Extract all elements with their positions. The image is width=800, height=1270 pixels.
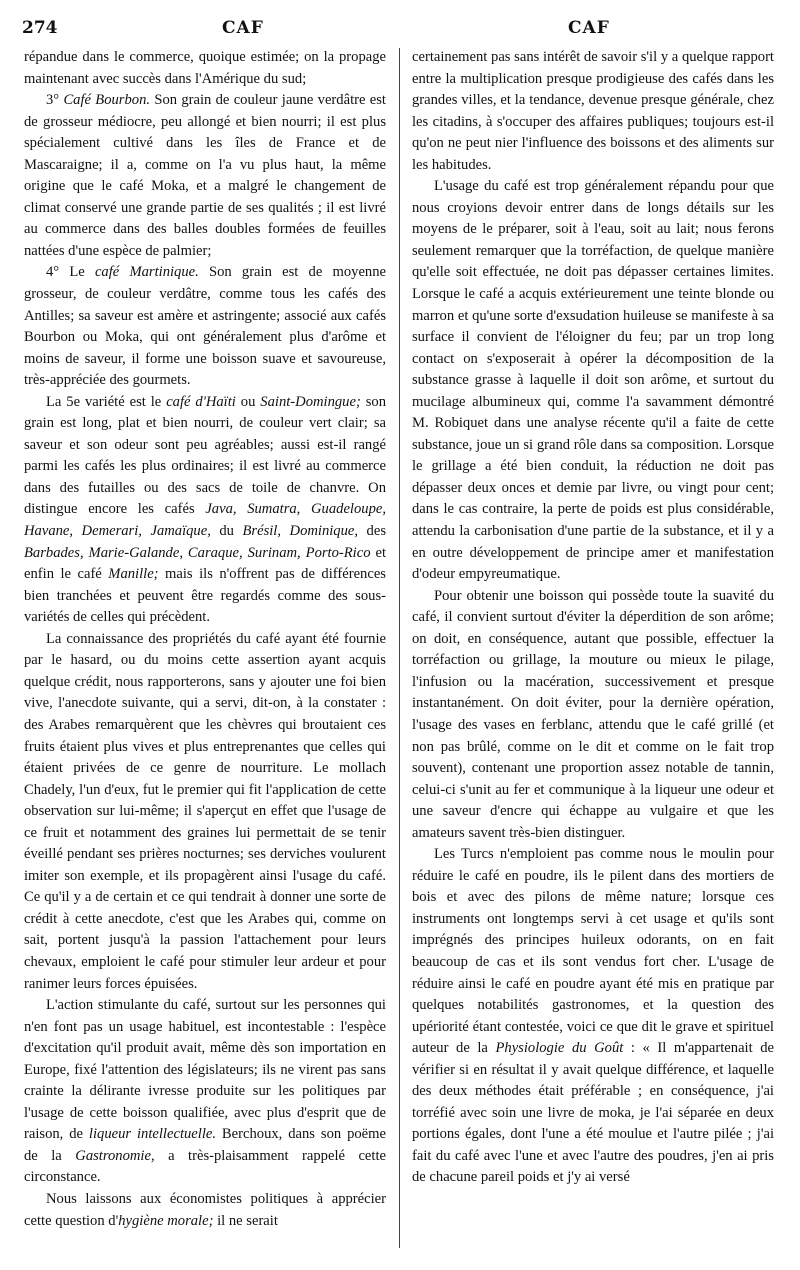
text-run: a très-plaisamment rappelé cette circonstance. [24,1147,386,1186]
column-divider [399,48,400,1248]
page-number: 274 [22,18,58,38]
text-run: : « Il m'appartenait de vérifier si en résultat il y avait quelque différence, et laquelle des deux méthodes était préférable ; en conséquence, j'ai torréfié avec soin une livre de moka, je l'ai séparée en deux portions égales, dont l'une a été moulue et l'autre pilée ; j'ai fait du café avec l'une et avec l'autre des poudres, j'en ai pris de chacune pareil poids et j'y ai versé [412,1040,775,1186]
paragraph [24,995,386,1189]
text-run: L'action stimulante du café, surtout sur les personnes qui n'en font pas un usage habituel, est incontestable : l'espèce d'excitation qu'il produit avait, même dès son importation en Europe, fixé l'attention des législateurs; ils ne virent pas sans crainte la délirante ivresse produite sur les politiques par l'usage de cette boisson qualifiée, avec plus d'esprit que de raison, de [24,997,386,1143]
left-column [24,47,386,1232]
italic-text: Java, Sumatra, Guadeloupe, Havane, Demerari, Jamaïque, [24,501,386,540]
italic-text: liqueur intellectuelle. [88,1126,217,1143]
right-running-title: CAF [568,18,610,38]
text-run: Nous laissons aux économistes politiques à apprécier cette question d' [24,1190,386,1229]
text-run: Son grain de couleur jaune verdâtre est de grosseur médiocre, peu allongé et bien nourri; il est plus spécialement cultivé dans les îles de France et de Mascaraigne; il a, comme on l'a vu plus haut, la même origine que le café Moka, et a malgré le changement de climat conservé une grande partie de ses qualités ; il est livré au commerce dans des balles doubles formées de feuilles nattées d'une espèce de palmier; [24,92,386,259]
text-run: Son grain est de moyenne grosseur, de couleur verdâtre, comme tous les cafés des Antilles; sa saveur est amère et astringente; associé aux cafés Bourbon ou Moka, qui ont généralement plus d'arôme et moins de saveur, il forme une boisson suave et savoureuse, très-appréciée des gourmets. [24,264,386,389]
paragraph: L'usage du café est trop généralement répandu pour que nous croyions devoir entrer dans de longs détails sur les moyens de le préparer, soit à l'eau, soit au lait; nous ferons seulement remarquer que la torréfaction, de quelque manière qu'elle soit effectuée, ne doit pas dépasser certaines limites. Lorsque le café a acquis extérieurement une teinte blonde ou marron et qu'une sorte d'exsudation huileuse se manifeste à sa surface il convient de l'éloigner du feu; par un trop long contact on s'exposerait à opérer la décomposition de la substance grasse à laquelle il doit son arôme, et surtout du mucilage albumineux qui, comme l'a savamment démontré M. Robiquet dans une analyse récente qu'il a faite de cette substance, joue un si grand rôle dans sa composition. Lorsque le grillage a été bien conduit, la réduction ne doit pas dépasser deux onces et demie par livre, ou vingt pour cent; dans le cas contraire, la perte de poids est plus considérable, attendu la carbonisation d'une partie de la substance, et il y a en outre développement de principe amer et manifestation d'odeur empyreumatique. [412,178,774,583]
italic-text: hygiène morale; [118,1212,214,1229]
italic-text: Barbades, Marie-Galande, Caraque, Surinam, Porto-Rico [24,544,371,561]
italic-text: Café Bourbon. [63,92,151,109]
text-run: des [358,523,387,540]
paragraph [24,262,386,391]
text-run: Berchoux, dans son poëme de la [24,1126,386,1164]
paragraph [24,392,386,629]
running-header [22,18,774,44]
text-run: son grain est long, plat et bien nourri, de couleur vert clair; sa saveur et son odeur sont peu agréables; aussi est-il rangé parmi les cafés les plus ordinaires; il est livré au commerce dans des futailles ou des sacs de toile de chanvre. On distingue encore les cafés [24,393,387,518]
text-run: et enfin le café [24,544,386,583]
italic-text: Manille; [108,566,159,583]
italic-text: Physiologie du Goût [495,1040,624,1057]
text-run: ou [235,393,261,410]
italic-text: café d'Haïti [166,393,236,410]
text-run: du [210,523,243,540]
paragraph: Pour obtenir une boisson qui possède toute la suavité du café, il convient surtout d'éviter la déperdition de son arôme; on doit, en conséquence, autant que possible, effectuer la torréfaction ou grillage, la mouture ou mieux le pilage, l'infusion ou la macération, successivement et presque instantanément. On doit éviter, pour la dernière opération, l'usage des vases en ferblanc, attendu que le café grillé (et non pas brûlé, comme on le dit et comme on le fait trop souvent), contenant une proportion assez notable de tannin, celui-ci s'unit au fer et communique à la liqueur une odeur et une saveur d'encre qui échappe au vulgaire et que les amateurs savent très-bien distinguer. [412,587,774,841]
paragraph: La connaissance des propriétés du café ayant été fournie par le hasard, ou du moins cette assertion ayant acquis quelque crédit, nous rapporterons, sans y ajouter une foi bien vive, l'anecdote suivante, qui a servi, dit-on, à la constater : des Arabes remarquèrent que les chèvres qui broutaient ces fruits étaient plus vives et plus entreprenantes que celles qui étaient privées de ce genre de nourriture. Le mollach Chadely, l'un d'eux, fut le premier qui fit l'application de cette observation sur lui-même; il s'aperçut en effet que l'usage de ce fruit et notamment des graines lui permettait de se tenir éveillé pendant ses prières nocturnes; ses derviches voulurent imiter son exemple, et ils propagèrent ainsi l'usage du café. Ce qu'il y a de certain et ce qui tendrait à donner une sorte de crédit à cette anecdote, c'est que les Arabes qui, comme on sait, portent jusqu'à la passion l'attachement pour leurs chevaux, emploient le café pour stimuler leur ardeur et pour ranimer leurs forces épuisées. [24,630,386,992]
paragraph: répandue dans le commerce, quoique estimée; on la propage maintenant avec succès dans l'Amérique du sud; [24,49,386,87]
italic-text: Saint-Domingue; [260,393,361,410]
right-column [412,47,774,1189]
text-run: 3° [46,92,64,109]
italic-text: café Martinique. [94,264,199,281]
text-run: 4° Le [46,264,95,281]
text-run: mais ils n'offrent pas de différences bien tranchées et peuvent être regardés comme des sous-variétés de celles qui précèdent. [24,566,386,626]
text-run: La 5e variété est le [46,393,167,410]
italic-text: Gastronomie, [75,1147,155,1164]
left-running-title: CAF [222,18,264,38]
paragraph: certainement pas sans intérêt de savoir s'il y a quelque rapport entre la multiplication presque prodigieuse des cafés dans les grandes villes, et la tendance, devenue presque générale, chez les citadins, à s'occuper des affaires publiques; toujours est-il qu'on ne peut nier l'influence des boissons et des aliments sur les habitudes. [412,49,774,173]
text-run: il ne serait [213,1212,278,1229]
paragraph [24,90,386,262]
text-run: Les Turcs n'emploient pas comme nous le moulin pour réduire le café en poudre, ils le pilent dans des mortiers de bois et avec des pilons de même nature; lorsque ces instruments ont longtemps servi à cet usage et qu'ils sont imprégnés des principes huileux odorants, on en fait beaucoup de cas et ils sont vendus fort cher. L'usage de réduire ainsi le café en poudre ayant été mis en pratique par quelques notabilités gastronomes, et la question des upériorité étant contestée, voici ce que dit le grave et spirituel auteur de la [412,846,774,1057]
paragraph [24,1189,386,1232]
paragraph [412,844,774,1189]
italic-text: Brésil, Dominique, [242,523,359,540]
